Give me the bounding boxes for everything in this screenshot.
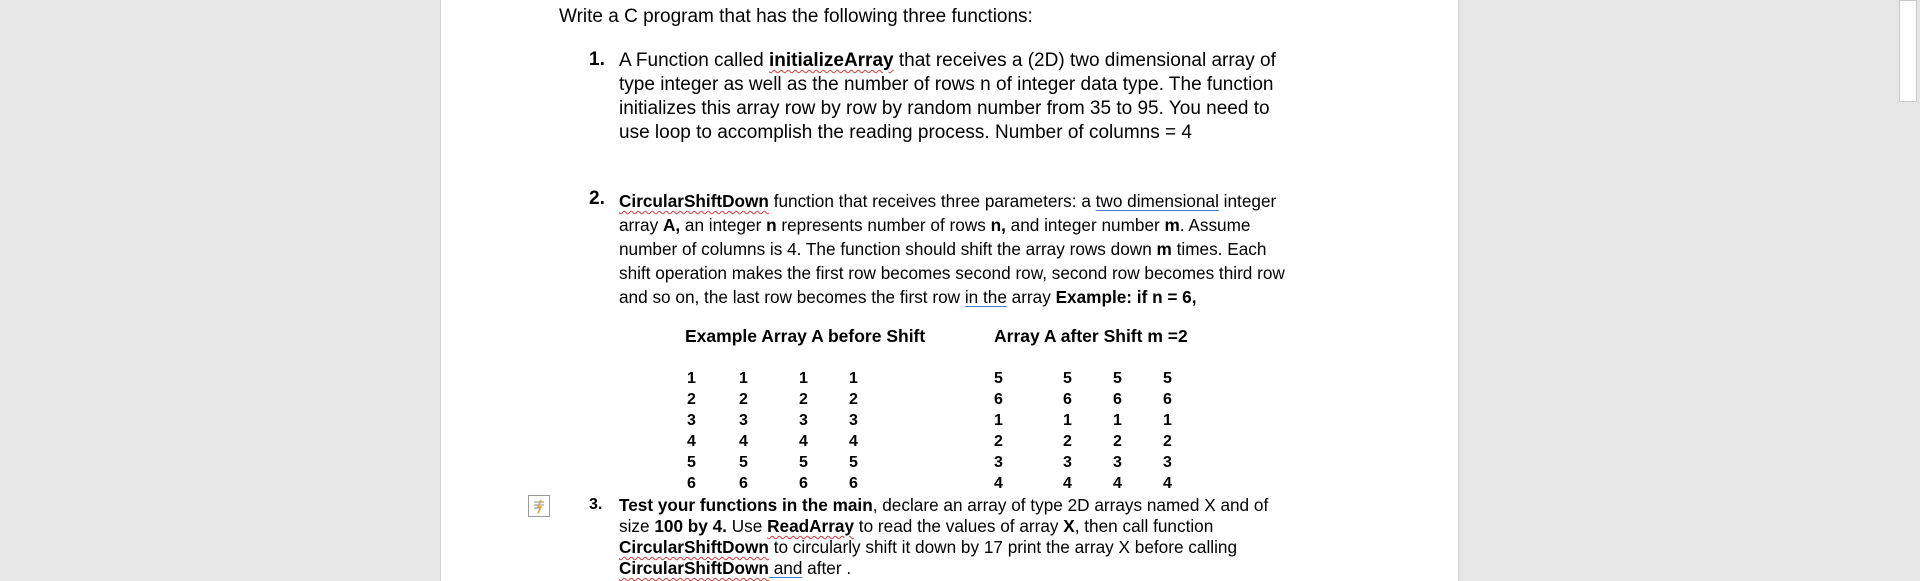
item-2-line-5-b: array (1006, 287, 1056, 307)
two-dimensional-text: two dimensional (1095, 191, 1219, 211)
scrollbar-thumb[interactable] (1899, 0, 1917, 102)
item-2-line-3-a: number of columns is 4. The function should shift the array rows down (619, 239, 1157, 259)
before-cell: 1 (799, 370, 808, 387)
circular-shift-down-name-3: CircularShiftDown (619, 558, 769, 578)
item-2-line-1-mid: function that receives three parameters: a (768, 191, 1096, 211)
item-3-line-2 (619, 516, 1213, 537)
after-cell: 4 (1063, 475, 1072, 492)
after-cell: 4 (1163, 475, 1172, 492)
before-table-title: Example Array A before Shift (685, 326, 926, 346)
item-3-line-3 (619, 537, 1237, 558)
item-3-number: 3. (589, 496, 603, 513)
before-cell: 3 (849, 412, 858, 429)
after-cell: 1 (1063, 412, 1072, 429)
after-cell: 6 (1163, 391, 1172, 408)
after-table-title: Array A after Shift m =2 (994, 326, 1188, 346)
item-1-line-4: use loop to accomplish the reading process. Number of columns = 4 (619, 122, 1192, 143)
before-cell: 2 (687, 391, 696, 408)
item-3-line-2-a: size (619, 516, 655, 536)
vertical-scrollbar[interactable] (1896, 0, 1920, 581)
item-2-number: 2. (589, 188, 605, 209)
example-label: Example: if n = 6, (1055, 287, 1197, 307)
after-cell: 5 (1163, 370, 1172, 387)
after-cell: 6 (1113, 391, 1122, 408)
before-cell: 1 (687, 370, 696, 387)
before-cell: 2 (799, 391, 808, 408)
item-3-line-2-b: 100 by 4. (654, 516, 727, 536)
item-3-line-3-post: to circularly shift it down by 17 print the array X before calling (768, 537, 1238, 557)
item-2-line-1-post: integer (1218, 191, 1277, 211)
item-3-line-4-post: after . (802, 558, 852, 578)
item-2-line-2-i: . Assume (1179, 215, 1251, 235)
before-cell: 3 (799, 412, 808, 429)
after-cell: 2 (994, 433, 1003, 450)
before-cell: 2 (849, 391, 858, 408)
after-cell: 3 (1063, 454, 1072, 471)
item-1-line-3: initializes this array row by row by random number from 35 to 95. You need to (619, 98, 1270, 119)
item-2-line-2-a: array (619, 215, 663, 235)
item-2-line-2-h: m (1164, 215, 1180, 235)
item-1-number: 1. (589, 49, 605, 70)
after-cell: 3 (1113, 454, 1122, 471)
after-cell: 4 (994, 475, 1003, 492)
before-cell: 2 (739, 391, 748, 408)
comment-icon-glyph (529, 496, 549, 516)
item-2-line-2-e: represents number of rows (776, 215, 991, 235)
in-the-text: in the (964, 287, 1007, 307)
before-cell: 5 (687, 454, 696, 471)
before-cell: 6 (687, 475, 696, 492)
after-cell: 1 (1113, 412, 1122, 429)
item-2-line-2-f: n, (990, 215, 1006, 235)
read-array-name: ReadArray (767, 516, 855, 536)
before-cell: 3 (687, 412, 696, 429)
before-cell: 4 (739, 433, 748, 450)
after-cell: 6 (994, 391, 1003, 408)
after-cell: 6 (1063, 391, 1072, 408)
item-1-line-1-post: that receives a (2D) two dimensional array of (893, 50, 1276, 71)
circular-shift-down-name: CircularShiftDown (619, 191, 769, 211)
before-cell: 6 (849, 475, 858, 492)
item-3-line-2-f: X (1063, 516, 1075, 536)
before-cell: 4 (799, 433, 808, 450)
before-cell: 6 (799, 475, 808, 492)
before-cell: 5 (739, 454, 748, 471)
item-3-line-1-post: , declare an array of type 2D arrays named X and of (872, 495, 1269, 515)
item-2-line-2-g: and integer number (1005, 215, 1165, 235)
item-2-line-2 (619, 213, 1251, 237)
before-cell: 4 (849, 433, 858, 450)
item-3-line-2-e: to read the values of array (854, 516, 1064, 536)
item-2-line-3-c: times. Each (1171, 239, 1267, 259)
after-cell: 3 (994, 454, 1003, 471)
initialize-array-name: initializeArray (768, 50, 894, 71)
item-1-line-2: type integer as well as the number of rows n of integer data type. The function (619, 74, 1274, 95)
before-cell: 3 (739, 412, 748, 429)
item-2-line-5-a: and so on, the last row becomes the first row (619, 287, 965, 307)
before-cell: 4 (687, 433, 696, 450)
item-3-line-2-c: Use (726, 516, 768, 536)
after-cell: 1 (994, 412, 1003, 429)
item-2-line-3 (619, 237, 1266, 261)
item-3-line-1 (619, 495, 1268, 516)
item-2-line-2-c: an integer (680, 215, 767, 235)
item-2-line-5 (619, 285, 1196, 309)
circular-shift-down-name-2: CircularShiftDown (619, 537, 769, 557)
item-3-line-4-mid: and (768, 558, 803, 578)
item-3-line-1-bold: Test your functions in the main (619, 495, 873, 515)
after-cell: 3 (1163, 454, 1172, 471)
item-3-line-2-g: , then call function (1074, 516, 1214, 536)
document-page[interactable] (440, 0, 1459, 581)
item-1-line-1-pre: A Function called (619, 50, 769, 71)
after-cell: 2 (1113, 433, 1122, 450)
before-cell: 6 (739, 475, 748, 492)
item-2-line-2-d: n (766, 215, 777, 235)
before-cell: 5 (799, 454, 808, 471)
item-2-line-2-b: A, (662, 215, 681, 235)
intro-text: Write a C program that has the following three functions: (559, 6, 1033, 27)
after-cell: 5 (1063, 370, 1072, 387)
item-2-line-3-b: m (1156, 239, 1172, 259)
after-cell: 1 (1163, 412, 1172, 429)
item-3-line-4 (619, 558, 851, 579)
after-cell: 5 (994, 370, 1003, 387)
after-cell: 2 (1063, 433, 1072, 450)
after-cell: 2 (1163, 433, 1172, 450)
item-2-line-1 (619, 189, 1276, 213)
before-cell: 5 (849, 454, 858, 471)
before-cell: 1 (739, 370, 748, 387)
after-cell: 4 (1113, 475, 1122, 492)
comment-icon[interactable] (528, 495, 550, 517)
item-1-line-1 (619, 49, 1276, 73)
before-cell: 1 (849, 370, 858, 387)
item-2-line-4: shift operation makes the first row becomes second row, second row becomes third row (619, 263, 1285, 283)
after-cell: 5 (1113, 370, 1122, 387)
